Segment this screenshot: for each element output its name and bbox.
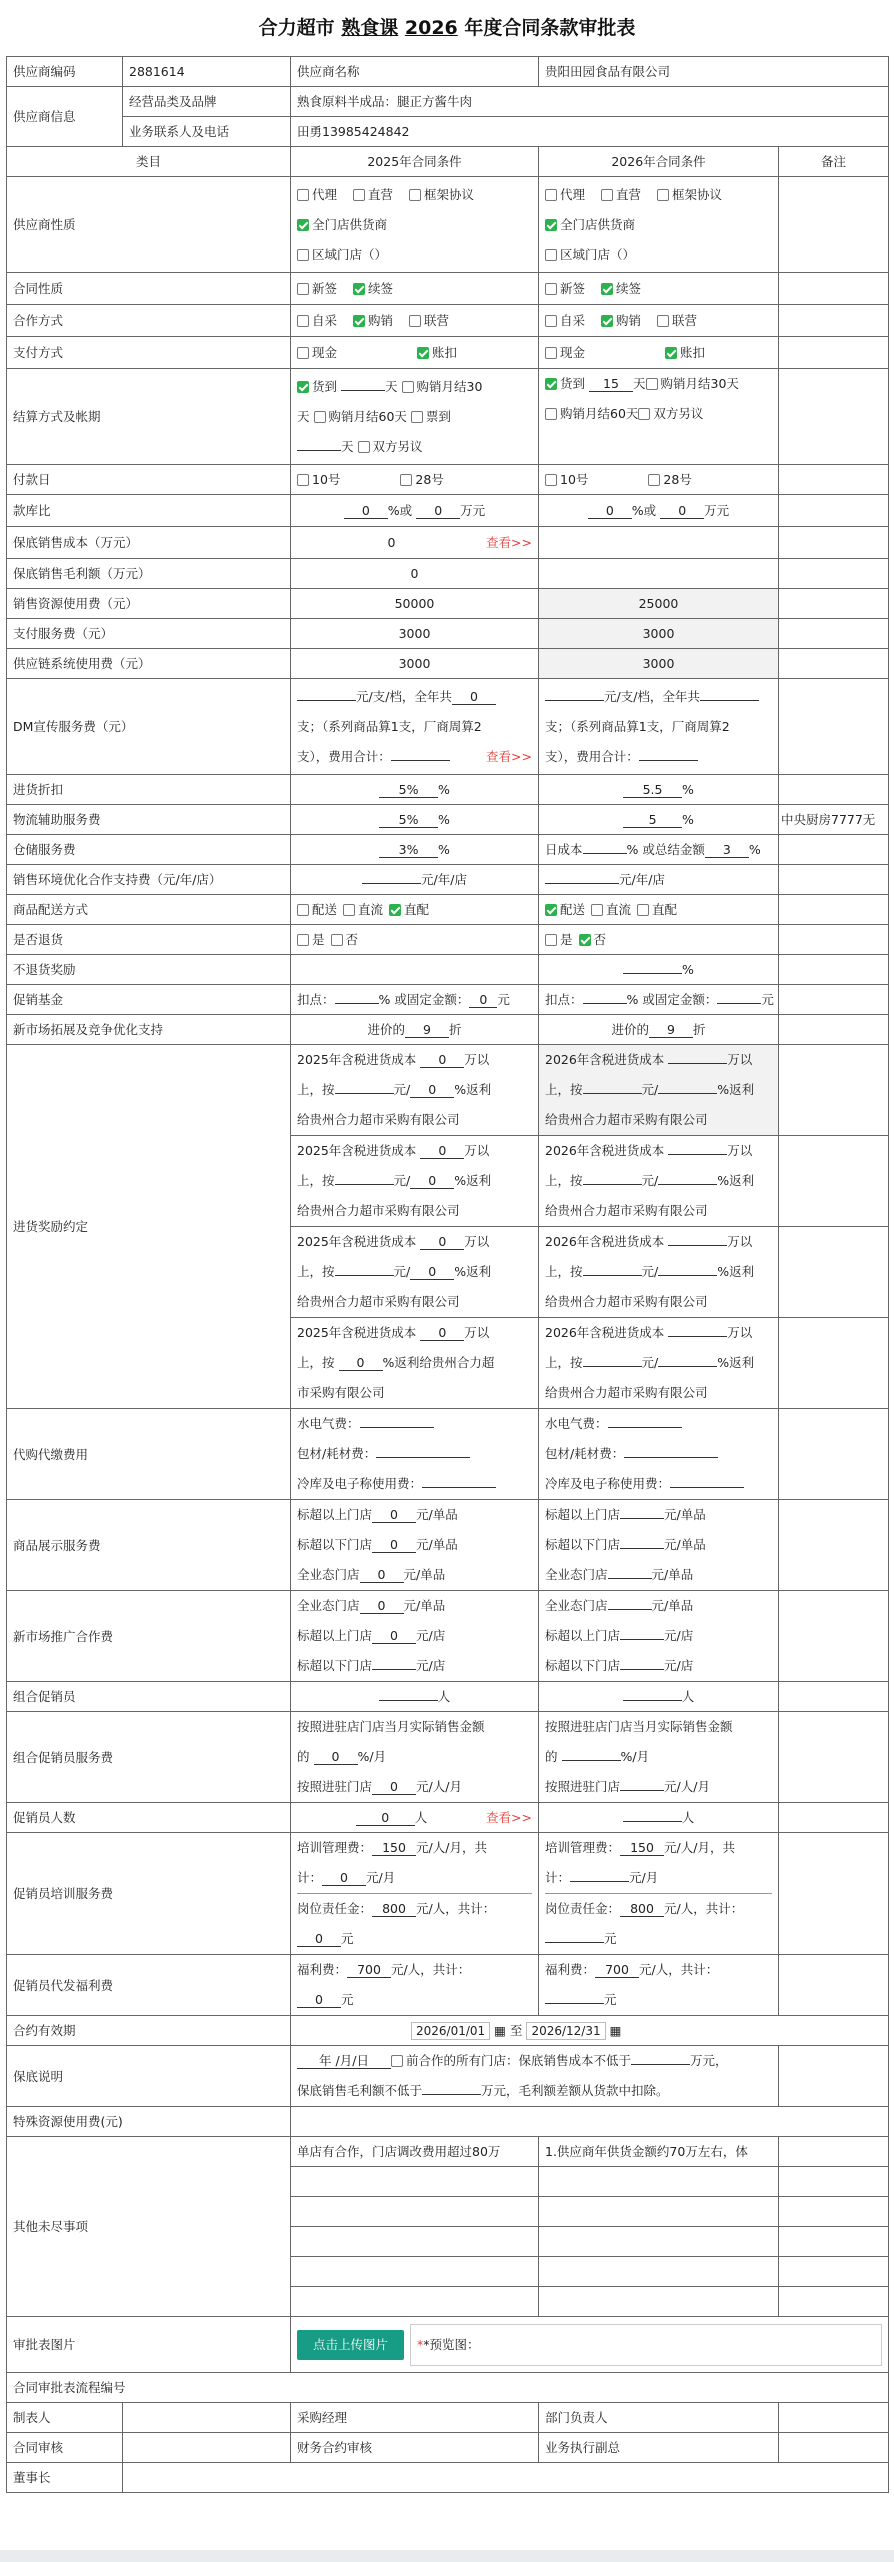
promo-fund-label: 促销基金 (7, 985, 291, 1015)
remark-cell (779, 273, 889, 305)
remark-cell (779, 1045, 889, 1136)
rebate-2025-2: 2025年含税进货成本 0 万以 上，按 元/ 0 %返利 给贵州合力超市采购有限公司 (291, 1136, 539, 1227)
remark-cell (779, 775, 889, 805)
guarantee-note: 年 /月/日 前合作的所有门店：保底销售成本不低于 万元， 保底销售毛利额不低于 万元，毛利额差额从货款中扣除。 (291, 2046, 779, 2107)
combo-promoter-2026: 人 (539, 1682, 779, 1712)
blank[interactable]: 9 (649, 1022, 693, 1038)
checkbox[interactable] (297, 189, 309, 201)
pay-day-label: 付款日 (7, 465, 291, 495)
image-label: 审批表图片 (7, 2317, 291, 2373)
remark-cell (779, 1015, 889, 1045)
title-year: 2026 (404, 17, 458, 39)
opt-self-2025[interactable]: 自采 (297, 313, 337, 328)
opt-framework-2025[interactable]: 框架协议 (409, 187, 474, 202)
view-link[interactable]: 查看>> (486, 748, 532, 764)
preview-label: *预览图： (423, 2336, 480, 2352)
upload-image-button[interactable]: 点击上传图片 (297, 2330, 404, 2360)
rebate-2026-3: 2026年含税进货成本 万以 上，按 元/ %返利 给贵州合力超市采购有限公司 (539, 1227, 779, 1318)
pay-mode-2025 (291, 337, 539, 369)
header-2026: 2026年合同条件 (539, 147, 779, 177)
blank[interactable]: 0 (660, 503, 704, 519)
promoter-welfare-2026: 福利费： 700 元/人，共计： 元 (539, 1955, 779, 2016)
env-fee-2026: 元/年/店 (539, 865, 779, 895)
opt-ship2-2026[interactable]: 直流 (591, 902, 631, 917)
agency-fee-2025: 水电气费： 包材/耗材费： 冷库及电子称使用费： (291, 1409, 539, 1500)
supplier-nature-label: 供应商性质 (7, 177, 291, 273)
dept-head-label: 部门负责人 (539, 2403, 779, 2433)
other-2026-line[interactable] (539, 2227, 779, 2257)
combo-promoter-fee-2025: 按照进驻店门店当月实际销售金额 的 0 %/月 按照进驻门店 0 元/人/月 (291, 1712, 539, 1803)
scm-fee-label: 供应链系统使用费（元） (7, 649, 291, 679)
view-link[interactable]: 查看>> (486, 1810, 532, 1825)
opt-yes-2026[interactable]: 是 (545, 932, 573, 947)
remark-cell (779, 2167, 889, 2197)
warehouse-fee-label: 仓储服务费 (7, 835, 291, 865)
guarantee-cost-label: 保底销售成本（万元） (7, 527, 291, 559)
promoter-welfare-2025: 福利费： 700 元/人，共计： 0 元 (291, 1955, 539, 2016)
promoter-count-label: 促销员人数 (7, 1803, 291, 1833)
remark-cell (779, 2137, 889, 2167)
promo-fund-2026: 扣点： % 或固定金额： 元 (539, 985, 779, 1015)
checkbox[interactable] (411, 411, 423, 423)
blank[interactable] (639, 760, 698, 761)
other-2025-line[interactable] (291, 2227, 539, 2257)
supplier-name-label: 供应商名称 (291, 57, 539, 87)
supplier-nature-2026 (539, 177, 779, 273)
contract-review-label: 合同审核 (7, 2433, 123, 2463)
blank[interactable] (297, 450, 341, 451)
preview-box: **预览图： (410, 2324, 882, 2366)
returnable-2026 (539, 925, 779, 955)
opt-direct-2025[interactable]: 直营 (353, 187, 393, 202)
opt-joint-2026[interactable]: 联营 (657, 313, 697, 328)
other-2025-line1[interactable]: 单店有合作，门店调改费用超过80万 (291, 2137, 539, 2167)
remark-cell (779, 1955, 889, 2016)
calendar-icon[interactable]: ▦ (609, 2022, 622, 2038)
scm-fee-2026: 3000 (539, 649, 779, 679)
remark-cell (779, 1833, 889, 1955)
header-2025: 2025年合同条件 (291, 147, 539, 177)
preparer-value[interactable] (123, 2403, 291, 2433)
contract-nature-2025 (291, 273, 539, 305)
blank[interactable] (362, 883, 421, 884)
blank[interactable]: 15 (589, 376, 633, 392)
blank[interactable] (297, 700, 356, 701)
supplier-name: 贵阳田园食品有限公司 (539, 57, 889, 87)
opt-deduct-2025[interactable]: 账扣 (417, 345, 457, 360)
pay-service-fee-2026: 3000 (539, 619, 779, 649)
blank[interactable]: 5% (379, 812, 438, 828)
display-fee-label: 商品展示服务费 (7, 1500, 291, 1591)
bottom-strip (0, 2550, 894, 2562)
supplier-nature-2025 (291, 177, 539, 273)
guarantee-margin-2025: 0 (291, 559, 539, 589)
blank[interactable] (545, 883, 619, 884)
promoter-count-2025: 0 人 查看>> (291, 1803, 539, 1833)
supplier-info-label: 供应商信息 (7, 87, 123, 147)
opt-28-2026[interactable]: 28号 (648, 472, 691, 487)
remark-cell (779, 589, 889, 619)
opt-no-2025[interactable]: 否 (331, 932, 359, 947)
title-suffix: 年度合同条款审批表 (457, 17, 636, 39)
sales-resource-fee-label: 销售资源使用费（元） (7, 589, 291, 619)
blank[interactable]: 0 (469, 992, 497, 1008)
category-label: 经营品类及品牌 (123, 87, 291, 117)
blank[interactable] (583, 1003, 627, 1004)
remark-cell (779, 1136, 889, 1227)
other-2025-line[interactable] (291, 2287, 539, 2317)
promoter-welfare-label: 促销员代发福利费 (7, 1955, 291, 2016)
opt-yes-2025[interactable]: 是 (297, 932, 325, 947)
blank[interactable]: 0 (344, 503, 388, 519)
pay-day-2025 (291, 465, 539, 495)
combo-promoter-2025: 人 (291, 1682, 539, 1712)
opt-ship1-2026[interactable]: 配送 (545, 902, 585, 917)
pay-service-fee-label: 支付服务费（元） (7, 619, 291, 649)
rebate-2026-2: 2026年含税进货成本 万以 上，按 元/ %返利 给贵州合力超市采购有限公司 (539, 1136, 779, 1227)
remark-cell (779, 985, 889, 1015)
page-title (0, 0, 894, 56)
opt-region-store-2026[interactable]: 区域门店（） (545, 247, 635, 262)
blank[interactable] (341, 390, 385, 391)
remark-cell (779, 465, 889, 495)
special-fee-value[interactable] (291, 2107, 889, 2137)
new-market-ad-2025: 全业态门店 0 元/单品 标超以上门店 0 元/店 标超以下门店 元/店 (291, 1591, 539, 1682)
other-2026-line[interactable] (539, 2287, 779, 2317)
opt-framework-2026[interactable]: 框架协议 (657, 187, 722, 202)
promoter-count-2026: 人 (539, 1803, 779, 1833)
sales-resource-fee-2026: 25000 (539, 589, 779, 619)
blank[interactable]: 0 (588, 503, 632, 519)
promoter-training-2025: 培训管理费： 150 元/人/月，共 计： 0 元/月 岗位责任金： 800 元/人，共计： 0 元 (291, 1833, 539, 1955)
remark-cell (779, 1712, 889, 1803)
purchase-discount-2025: 5% % (291, 775, 539, 805)
guarantee-cost-2025: 0 查看>> (291, 527, 539, 559)
contract-nature-label: 合同性质 (7, 273, 291, 305)
warehouse-fee-2026: 日成本 % 或总结金额 3 % (539, 835, 779, 865)
vp-label: 业务执行副总 (539, 2433, 779, 2463)
blank[interactable]: 3% (379, 842, 438, 858)
dm-fee-2025: 元/支/档，全年共 0 支；（系列商品算1支，厂商周算2 支），费用合计： 查看>> (291, 679, 539, 775)
new-market-ad-2026: 全业态门店 元/单品 标超以上门店 元/店 标超以下门店 元/店 (539, 1591, 779, 1682)
flow-label: 合同审批表流程编号 (7, 2373, 889, 2403)
blank[interactable] (623, 973, 682, 974)
checkbox[interactable] (545, 408, 557, 420)
guarantee-margin-2026 (539, 559, 779, 589)
logistics-fee-2026: 5 % (539, 805, 779, 835)
blank[interactable] (391, 760, 450, 761)
opt-agent-2025[interactable]: 代理 (297, 187, 337, 202)
opt-new-2025[interactable]: 新签 (297, 281, 337, 296)
blank[interactable]: 0 (416, 503, 460, 519)
checkbox[interactable] (638, 408, 650, 420)
remark-cell (779, 2257, 889, 2287)
contract-nature-2026 (539, 273, 779, 305)
blank[interactable]: 3 (705, 842, 749, 858)
contact-value: 田勇13985424842 (291, 117, 889, 147)
display-fee-2026: 标超以上门店 元/单品 标超以下门店 元/单品 全业态门店 元/单品 (539, 1500, 779, 1591)
checkbox[interactable] (358, 441, 370, 453)
promoter-training-label: 促销员培训服务费 (7, 1833, 291, 1955)
other-2026-line[interactable] (539, 2167, 779, 2197)
pay-mode-label: 支付方式 (7, 337, 291, 369)
opt-joint-2025[interactable]: 联营 (409, 313, 449, 328)
remark-cell (779, 835, 889, 865)
settle-2026: 货到 15 天 购销月结30天 购销月结60天 双方另议 (539, 369, 779, 465)
contract-approval-table (6, 56, 889, 2493)
opt-ship3-2026[interactable]: 直配 (637, 902, 677, 917)
opt-all-store-2025[interactable]: 全门店供货商 (297, 217, 387, 232)
delivery-label: 商品配送方式 (7, 895, 291, 925)
combo-promoter-fee-2026: 按照进驻店门店当月实际销售金额 的 %/月 按照进驻门店 元/人/月 (539, 1712, 779, 1803)
checkbox[interactable] (646, 378, 658, 390)
remark-cell (779, 1682, 889, 1712)
returnable-2025 (291, 925, 539, 955)
new-market-ad-label: 新市场推广合作费 (7, 1591, 291, 1682)
returnable-label: 是否退货 (7, 925, 291, 955)
remark-cell (779, 305, 889, 337)
remark-cell (779, 2227, 889, 2257)
opt-renew-2025[interactable]: 续签 (353, 281, 393, 296)
opt-28-2025[interactable]: 28号 (400, 472, 443, 487)
remark-cell (779, 1318, 889, 1409)
remark-cell (779, 177, 889, 273)
new-market-2025: 进价的 9 折 (291, 1015, 539, 1045)
blank[interactable]: 5 (623, 812, 682, 828)
rebate-2026-1: 2026年含税进货成本 万以 上，按 元/ %返利 给贵州合力超市采购有限公司 (539, 1045, 779, 1136)
supplier-code-label: 供应商编码 (7, 57, 123, 87)
opt-agent-2026[interactable]: 代理 (545, 187, 585, 202)
purchase-mgr-label: 采购经理 (291, 2403, 539, 2433)
opt-ship2-2025[interactable]: 直流 (343, 902, 383, 917)
remark-cell (779, 2287, 889, 2317)
new-market-2026: 进价的 9 折 (539, 1015, 779, 1045)
start-date-input[interactable]: 2026/01/01 (411, 2022, 490, 2040)
remark-cell (779, 2197, 889, 2227)
opt-ps-2025[interactable]: 购销 (353, 313, 393, 328)
remark-cell (779, 649, 889, 679)
title-prefix: 合力超市 (258, 17, 342, 39)
contact-label: 业务联系人及电话 (123, 117, 291, 147)
header-remark: 备注 (779, 147, 889, 177)
opt-ps-2026[interactable]: 购销 (601, 313, 641, 328)
opt-cash-2026[interactable]: 现金 (545, 345, 585, 360)
other-2026-line[interactable] (539, 2257, 779, 2287)
chairman-label: 董事长 (7, 2463, 123, 2493)
logistics-fee-label: 物流辅助服务费 (7, 805, 291, 835)
remark-cell (779, 925, 889, 955)
rebate-2025-3: 2025年含税进货成本 0 万以 上，按 元/ 0 %返利 给贵州合力超市采购有限公司 (291, 1227, 539, 1318)
checkbox[interactable] (402, 381, 414, 393)
opt-new-2026[interactable]: 新签 (545, 281, 585, 296)
rebate-2025-1: 2025年含税进货成本 0 万以 上，按 元/ 0 %返利 给贵州合力超市采购有限公司 (291, 1045, 539, 1136)
header-category: 类目 (7, 147, 291, 177)
opt-ship3-2025[interactable]: 直配 (389, 902, 429, 917)
special-fee-label: 特殊资源使用费(元) (7, 2107, 291, 2137)
image-upload-cell (291, 2317, 889, 2373)
agency-fee-label: 代购代缴费用 (7, 1409, 291, 1500)
env-fee-label: 销售环境优化合作支持费（元/年/店） (7, 865, 291, 895)
rebate-2025-4: 2025年含税进货成本 0 万以 上，按 0 %返利给贵州合力超 市采购有限公司 (291, 1318, 539, 1409)
validity-range: 2026/01/01 ▦ 至 2026/12/31 ▦ (291, 2016, 889, 2046)
dm-fee-2026: 元/支/档，全年共 支；（系列商品算1支，厂商周算2 支），费用合计： (539, 679, 779, 775)
opt-self-2026[interactable]: 自采 (545, 313, 585, 328)
display-fee-2025: 标超以上门店 0 元/单品 标超以下门店 0 元/单品 全业态门店 0 元/单品 (291, 1500, 539, 1591)
opt-all-store-2026[interactable]: 全门店供货商 (545, 217, 635, 232)
opt-deduct-2026[interactable]: 账扣 (665, 345, 705, 360)
remark-cell (779, 679, 889, 775)
blank[interactable] (583, 853, 627, 854)
opt-region-store-2025[interactable]: 区域门店（） (297, 247, 387, 262)
logistics-fee-2025: 5% % (291, 805, 539, 835)
no-return-reward-2026: % (539, 955, 779, 985)
dept-head-value[interactable] (779, 2403, 889, 2433)
guarantee-margin-label: 保底销售毛利额（万元） (7, 559, 291, 589)
agency-fee-2026: 水电气费： 包材/耗材费： 冷库及电子称使用费： (539, 1409, 779, 1500)
remark-cell (779, 955, 889, 985)
coop-mode-label: 合作方式 (7, 305, 291, 337)
other-label: 其他未尽事项 (7, 2137, 291, 2317)
blank[interactable] (717, 1003, 761, 1004)
view-link[interactable]: 查看>> (486, 535, 532, 550)
end-date-input[interactable]: 2026/12/31 (526, 2022, 605, 2040)
remark-cell (779, 895, 889, 925)
opt-no-2026[interactable]: 否 (579, 932, 607, 947)
opt-direct-2026[interactable]: 直营 (601, 187, 641, 202)
remark-cell (779, 1500, 889, 1591)
title-dept: 熟食课 (341, 17, 399, 39)
preparer-label: 制表人 (7, 2403, 123, 2433)
other-2026-line[interactable] (539, 2197, 779, 2227)
blank[interactable]: 5.5 (623, 782, 682, 798)
chairman-value[interactable] (123, 2463, 889, 2493)
blank[interactable] (545, 700, 604, 701)
no-return-reward-2025 (291, 955, 539, 985)
env-fee-2025: 元/年/店 (291, 865, 539, 895)
remark-cell (779, 1409, 889, 1500)
opt-cash-2025[interactable]: 现金 (297, 345, 337, 360)
remark-cell (779, 559, 889, 589)
validity-label: 合约有效期 (7, 2016, 291, 2046)
promoter-training-2026: 培训管理费： 150 元/人/月，共 计： 元/月 岗位责任金： 800 元/人，共计： 元 (539, 1833, 779, 1955)
remark-cell (779, 1803, 889, 1833)
supplier-code: 2881614 (123, 57, 291, 87)
blank[interactable]: 5% (379, 782, 438, 798)
remark-cell (779, 2046, 889, 2107)
settle-label: 结算方式及帐期 (7, 369, 291, 465)
finance-review-label: 财务合约审核 (291, 2433, 539, 2463)
checkbox[interactable] (297, 381, 309, 393)
remark-cell (779, 865, 889, 895)
checkbox[interactable] (545, 378, 557, 390)
delivery-2025 (291, 895, 539, 925)
coop-mode-2025 (291, 305, 539, 337)
combo-promoter-fee-label: 组合促销员服务费 (7, 1712, 291, 1803)
purchase-discount-label: 进货折扣 (7, 775, 291, 805)
blank[interactable] (335, 1003, 379, 1004)
settle-2025: 货到 天 购销月结30 天 购销月结60天 票到 天 双方另议 (291, 369, 539, 465)
blank[interactable]: 9 (405, 1022, 449, 1038)
blank[interactable]: 0 (452, 689, 496, 705)
stock-ratio-label: 款库比 (7, 495, 291, 527)
other-2025-line[interactable] (291, 2257, 539, 2287)
sales-resource-fee-2025: 50000 (291, 589, 539, 619)
opt-renew-2026[interactable]: 续签 (601, 281, 641, 296)
no-return-reward-label: 不退货奖励 (7, 955, 291, 985)
remark-cell (779, 369, 889, 465)
combo-promoter-label: 组合促销员 (7, 1682, 291, 1712)
remark-cell (779, 337, 889, 369)
new-market-label: 新市场拓展及竞争优化支持 (7, 1015, 291, 1045)
warehouse-fee-2025: 3% % (291, 835, 539, 865)
opt-ship1-2025[interactable]: 配送 (297, 902, 337, 917)
pay-day-2026 (539, 465, 779, 495)
checkbox[interactable] (314, 411, 326, 423)
other-2025-line[interactable] (291, 2167, 539, 2197)
other-2026-line1[interactable]: 1.供应商年供货金额约70万左右，体 (539, 2137, 779, 2167)
scm-fee-2025: 3000 (291, 649, 539, 679)
remark-cell (779, 527, 889, 559)
delivery-2026 (539, 895, 779, 925)
promo-fund-2025: 扣点： % 或固定金额： 0 元 (291, 985, 539, 1015)
purchase-discount-2026: 5.5 % (539, 775, 779, 805)
logistics-remark: 中央厨房7777无 (779, 805, 889, 835)
category-value: 熟食原料半成品：腿正方酱牛肉 (291, 87, 889, 117)
remark-cell (779, 1591, 889, 1682)
dm-fee-label: DM宣传服务费（元） (7, 679, 291, 775)
remark-cell (779, 1227, 889, 1318)
coop-mode-2026 (539, 305, 779, 337)
guarantee-cost-2026 (539, 527, 779, 559)
stock-ratio-2025: 0 %或 0 万元 (291, 495, 539, 527)
rebate-2026-4: 2026年含税进货成本 万以 上，按 元/ %返利 给贵州合力超市采购有限公司 (539, 1318, 779, 1409)
guarantee-note-label: 保底说明 (7, 2046, 291, 2107)
pay-service-fee-2025: 3000 (291, 619, 539, 649)
rebate-label: 进货奖励约定 (7, 1045, 291, 1409)
vp-value[interactable] (779, 2433, 889, 2463)
other-2025-line[interactable] (291, 2197, 539, 2227)
pay-mode-2026 (539, 337, 779, 369)
opt-10-2025[interactable]: 10号 (297, 472, 340, 487)
stock-ratio-2026: 0 %或 0 万元 (539, 495, 779, 527)
blank[interactable] (700, 700, 759, 701)
calendar-icon[interactable]: ▦ (494, 2022, 506, 2038)
opt-10-2026[interactable]: 10号 (545, 472, 588, 487)
remark-cell (779, 619, 889, 649)
checkbox[interactable] (391, 2055, 403, 2067)
contract-review-value[interactable] (123, 2433, 291, 2463)
remark-cell (779, 495, 889, 527)
